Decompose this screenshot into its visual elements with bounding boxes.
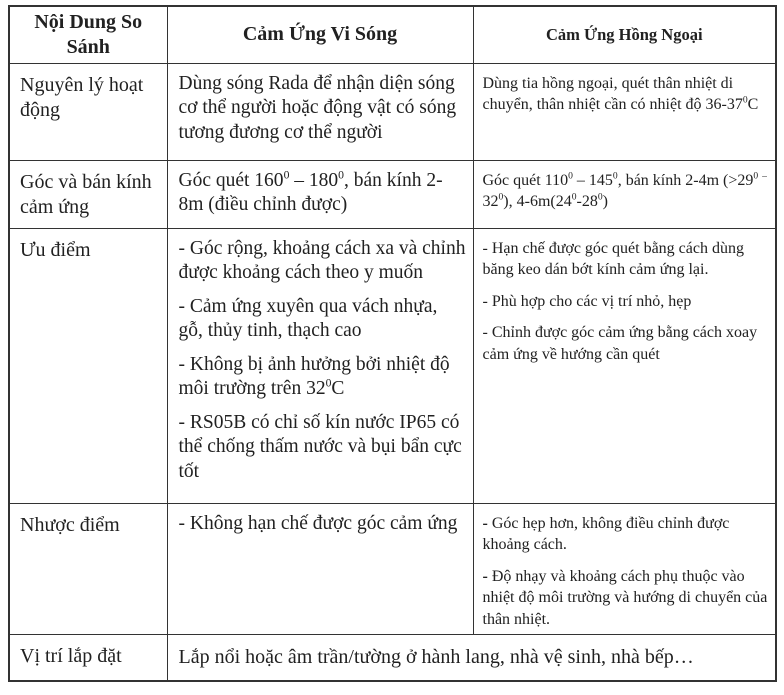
cell-paragraph: Dùng sóng Rada để nhận diện sóng cơ thể người hoặc động vật có sóng tương đương cơ thể người (178, 72, 457, 143)
microwave-cell (167, 228, 473, 503)
header-infrared: Cảm Ứng Hồng Ngoại (473, 6, 776, 63)
cell-paragraph: - Không hạn chế được góc cảm ứng (178, 512, 458, 534)
cell-paragraph: - Cảm ứng xuyên qua vách nhựa, gỗ, thủy tinh, thạch cao (178, 295, 438, 342)
table-row (9, 635, 776, 681)
table-row (9, 160, 776, 228)
table-row (9, 503, 776, 635)
cell-paragraph: Nguyên lý hoạt động (20, 73, 144, 121)
cell-paragraph: Lắp nổi hoặc âm trần/tường ở hành lang, nhà vệ sinh, nhà bếp… (178, 646, 694, 669)
infrared-cell (473, 503, 776, 635)
row-label (9, 635, 167, 681)
cell-paragraph: - Hạn chế được góc quét bằng cách dùng băng keo dán bớt kính cảm ứng lại. (482, 239, 744, 279)
infrared-cell (473, 63, 776, 160)
header-row (9, 6, 776, 63)
row-label (9, 160, 167, 228)
comparison-table (8, 5, 777, 682)
row-label (9, 63, 167, 160)
merged-cell (167, 635, 776, 681)
cell-paragraph: Góc quét $160^0 - 180^0$, bán kính 2-8m (điều chỉnh được) (178, 168, 443, 216)
cell-paragraph: - Phù hợp cho các vị trí nhỏ, hẹp (482, 292, 692, 310)
cell-paragraph: Góc và bán kính cảm ứng (20, 170, 152, 218)
row-label (9, 503, 167, 635)
cell-paragraph: - Độ nhạy và khoảng cách phụ thuộc vào nhiệt độ môi trường và hướng di chuyển của thân nhiệt. (482, 567, 768, 628)
cell-paragraph: Ưu điểm (20, 238, 91, 261)
table-row (9, 63, 776, 160)
microwave-cell (167, 160, 473, 228)
cell-paragraph: Góc quét $110^0 - 145^0$, bán kính 2-4m ($>29^0$ – $32^0$), $4-6m(24^0-28^0)$ (482, 170, 767, 211)
header-criteria: Nội Dung So Sánh (9, 6, 167, 63)
cell-paragraph: - Chỉnh được góc cảm ứng bằng cách xoay cảm ứng về hướng cần quét (482, 324, 758, 363)
cell-paragraph: Dùng tia hồng ngoại, quét thân nhiệt di chuyển, thân nhiệt cần có nhiệt độ $36-37^0C$ (482, 74, 759, 114)
header-microwave: Cảm Ứng Vi Sóng (167, 6, 473, 63)
cell-paragraph: Nhược điểm (20, 513, 120, 536)
cell-paragraph: - RS05B có chỉ số kín nước IP65 có thể chống thấm nước và bụi bẩn cực tốt (178, 411, 462, 482)
infrared-cell (473, 160, 776, 228)
microwave-cell (167, 63, 473, 160)
cell-paragraph: Vị trí lắp đặt (20, 645, 122, 668)
cell-paragraph: - Không bị ảnh hưởng bởi nhiệt độ môi trường trên $32^0C$ (178, 353, 450, 400)
microwave-cell (167, 503, 473, 635)
row-label (9, 228, 167, 503)
cell-paragraph: - Góc rộng, khoảng cách xa và chỉnh được khoảng cách theo y muốn (178, 237, 466, 284)
cell-paragraph: - Góc hẹp hơn, không điều chỉnh được khoảng cách. (482, 514, 730, 554)
infrared-cell (473, 228, 776, 503)
table-row (9, 228, 776, 503)
